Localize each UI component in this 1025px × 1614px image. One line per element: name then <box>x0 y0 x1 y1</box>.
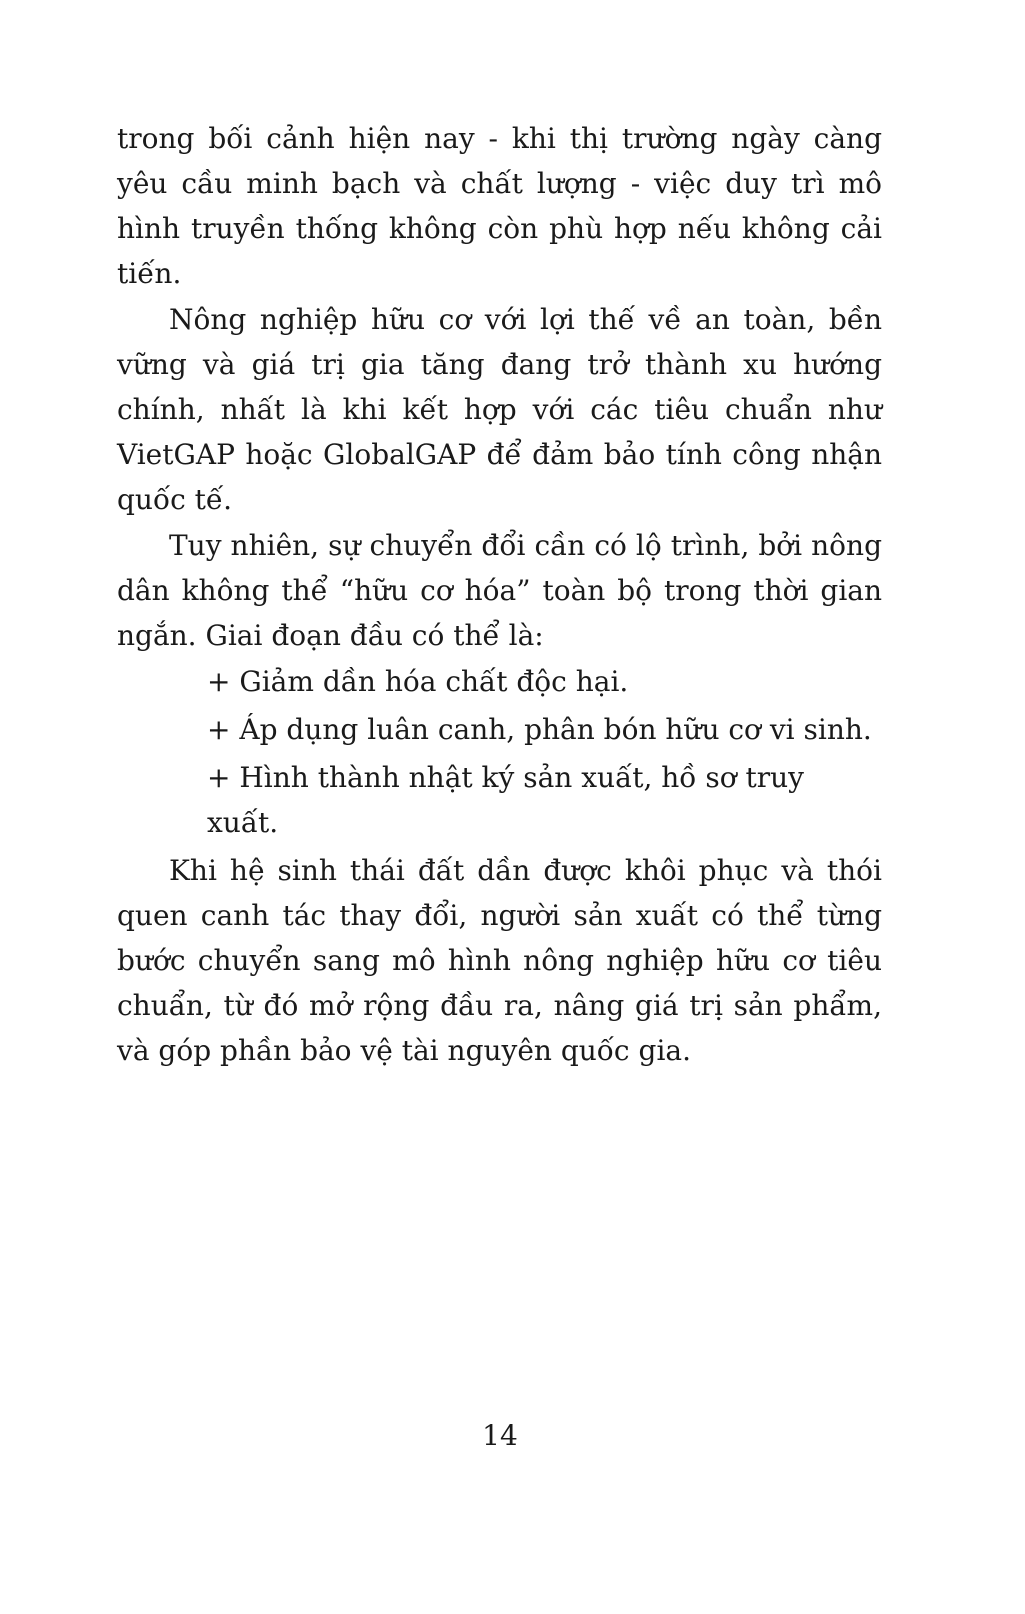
list-item-production-diary: + Hình thành nhật ký sản xuất, hồ sơ truy xuất. <box>207 761 804 839</box>
list-item-crop-rotation: + Áp dụng luân canh, phân bón hữu cơ vi sinh. <box>207 713 872 746</box>
paragraph-closing: Khi hệ sinh thái đất dần được khôi phục và thói quen canh tác thay đổi, người sản xuất có thể từng bước chuyển sang mô hình nông nghiệp hữu cơ tiêu chuẩn, từ đó mở rộng đầu ra, nâng giá trị sản phẩm, và góp phần bảo vệ tài nguyên quốc gia. <box>117 854 882 1067</box>
paragraph-organic-agriculture: Nông nghiệp hữu cơ với lợi thế về an toàn, bền vững và giá trị gia tăng đang trở thành xu hướng chính, nhất là khi kết hợp với các tiêu chuẩn như VietGAP hoặc GlobalGAP để đảm bảo tính công nhận quốc tế. <box>117 303 882 516</box>
paragraph-continuation: trong bối cảnh hiện nay - khi thị trường ngày càng yêu cầu minh bạch và chất lượng - việc duy trì mô hình truyền thống không còn phù hợp nếu không cải tiến. <box>117 122 882 290</box>
body-text <box>117 116 882 1074</box>
list-item-reduce-chemicals: + Giảm dần hóa chất độc hại. <box>207 665 629 698</box>
paragraph-transition: Tuy nhiên, sự chuyển đổi cần có lộ trình, bởi nông dân không thể “hữu cơ hóa” toàn bộ trong thời gian ngắn. Giai đoạn đầu có thể là: <box>117 529 882 652</box>
page-number: 14 <box>482 1419 518 1452</box>
